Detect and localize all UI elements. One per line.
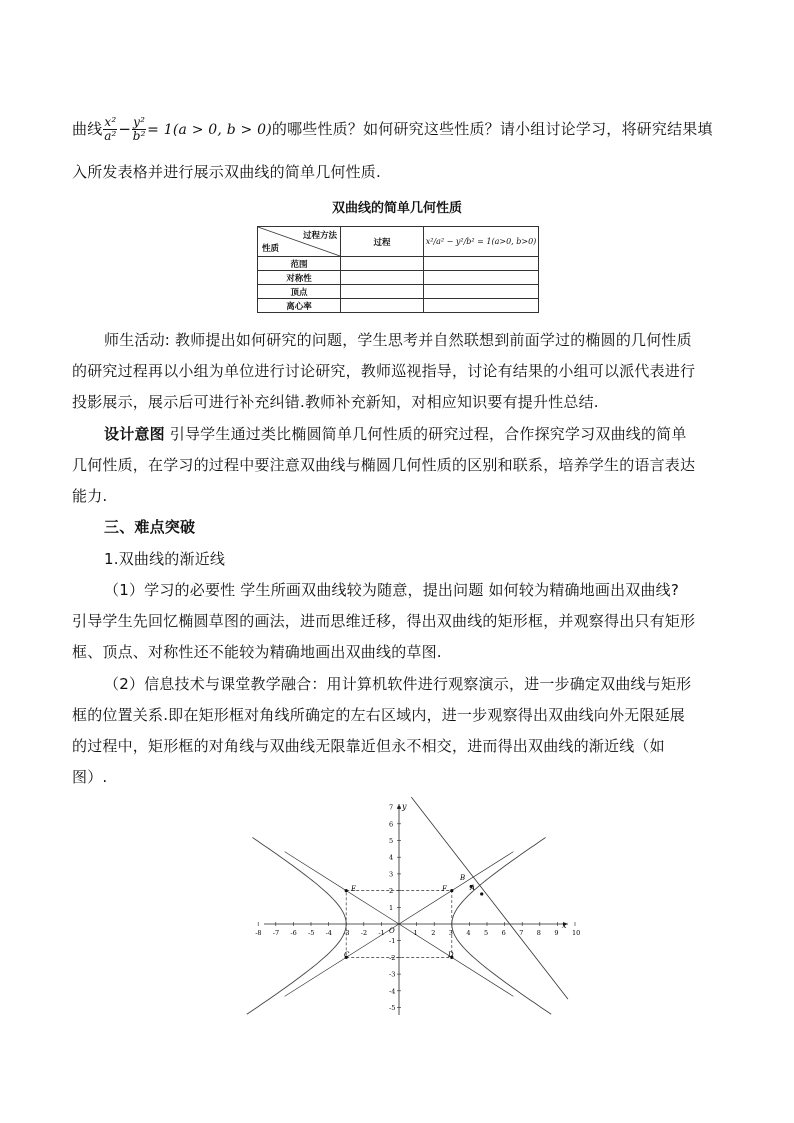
equation-rest: = 1(a > 0, b > 0) [147, 122, 272, 138]
x-tick-label: 4 [466, 929, 471, 937]
y-tick-label: -2 [389, 953, 396, 962]
hyperbola-graph [255, 802, 581, 1017]
row-label-symmetry: 对称性 [258, 271, 341, 285]
point-label-d: D [448, 951, 454, 959]
y-tick-label: 3 [389, 870, 394, 879]
x-tick-label: 9 [554, 929, 559, 937]
para3-line1-text: 引导学生通过类比椭圆简单几何性质的研究过程，合作探究学习双曲线的简单 [164, 425, 687, 443]
x-tick-label: -6 [290, 929, 297, 937]
x-tick-label: 7 [519, 929, 524, 937]
row-label-range: 范围 [258, 257, 341, 271]
origin-label: O [389, 927, 395, 935]
secant-line [411, 797, 568, 999]
x-tick-label: 5 [484, 929, 489, 937]
x-axis-label: x [562, 921, 567, 930]
table-cell [424, 271, 539, 285]
y-tick-label: -4 [389, 987, 396, 996]
x-tick-label: -1 [378, 929, 385, 937]
point-label-c: C [344, 951, 350, 959]
item1-line2: 引导学生先回忆椭圆草图的画法，进而思维迁移，得出双曲线的矩形框，并观察得出只有矩形 [72, 612, 696, 630]
point-label-e: E [351, 885, 357, 893]
point-label-a: A [470, 884, 476, 892]
design-intent-label: 设计意图 [104, 425, 165, 443]
table-cell [341, 285, 424, 299]
para1-line2: 入所发表格并进行展示双曲线的简单几何性质. [72, 163, 381, 181]
para1-line1 [72, 116, 713, 143]
properties-table [257, 226, 539, 313]
para1-prefix: 曲线 [72, 120, 103, 138]
frac-y-den: b² [132, 129, 146, 143]
row-label-eccentricity: 离心率 [258, 299, 341, 313]
y-tick-label: 4 [389, 853, 394, 862]
header-diag-top: 过程方法 [302, 231, 337, 241]
y-tick-label: -3 [389, 970, 396, 979]
para3-line1 [104, 427, 687, 442]
point-label-b: B [460, 874, 466, 882]
para2-line2: 的研究过程再以小组为单位进行讨论研究，教师巡视指导，讨论有结果的小组可以派代表进行 [72, 362, 696, 380]
y-tick-label: 1 [389, 903, 394, 912]
header-diag-bottom: 性质 [262, 244, 280, 254]
table-cell [424, 285, 539, 299]
table-cell [341, 257, 424, 271]
row-label-vertex: 顶点 [258, 285, 341, 299]
para3-line3: 能力. [72, 487, 108, 505]
y-tick-label: 2 [389, 887, 394, 896]
table-cell [341, 271, 424, 285]
x-tick-label: -4 [325, 929, 332, 937]
x-tick-label: -7 [272, 929, 280, 937]
y-tick-label: 7 [389, 803, 394, 812]
frac-y-num: y² [133, 115, 146, 129]
item1-line3: 框、顶点、对称性还不能较为精确地画出双曲线的草图. [72, 643, 442, 661]
point-label-f: F [442, 885, 447, 893]
frac-x-den: a² [104, 129, 117, 143]
subsection-heading: 1.双曲线的渐近线 [104, 550, 226, 568]
item2-line4: 图）. [72, 768, 108, 786]
y-tick-label: 6 [389, 820, 394, 829]
para3-line2: 几何性质，在学习的过程中要注意双曲线与椭圆几何性质的区别和联系，培养学生的语言表达 [72, 456, 696, 474]
x-tick-label: -3 [343, 929, 350, 937]
item2-line2: 框的位置关系.即在矩形框对角线所确定的左右区域内，进一步观察得出双曲线向外无限延展 [72, 706, 685, 724]
fraction-x [103, 116, 117, 143]
y-tick-label: -1 [389, 937, 396, 946]
frac-x-num: x² [104, 115, 117, 129]
table-cell [424, 257, 539, 271]
header-diagonal-cell [258, 227, 341, 257]
y-tick-label: 5 [389, 837, 394, 845]
para1-suffix: 的哪些性质？如何研究这些性质？请小组讨论学习，将研究结果填 [271, 120, 713, 138]
item2-line3: 的过程中，矩形框的对角线与双曲线无限靠近但永不相交，进而得出双曲线的渐近线（如 [72, 737, 665, 755]
table-cell [424, 299, 539, 313]
hyperbola-right-branch [452, 838, 551, 1015]
x-tick-label: 6 [501, 929, 506, 937]
point-a [480, 892, 483, 895]
x-tick-label: 2 [431, 929, 436, 937]
para2-line1: 师生活动: 教师提出如何研究的问题，学生思考并自然联想到前面学过的椭圆的几何性质 [104, 331, 692, 349]
header-process: 过程 [341, 227, 424, 257]
x-tick-label: 10 [572, 929, 581, 937]
section-heading: 三、难点突破 [104, 518, 196, 536]
header-equation: x²/a² − y²/b² = 1(a>0, b>0) [424, 227, 539, 257]
x-tick-label: 1 [413, 929, 418, 937]
point-f [450, 889, 453, 892]
hyperbola-left-branch [247, 838, 346, 1015]
minus-sign: − [118, 120, 132, 138]
fraction-y [132, 116, 146, 143]
table-cell [341, 299, 424, 313]
x-tick-label: -5 [308, 929, 315, 937]
point-e [345, 889, 348, 892]
x-tick-label: -2 [360, 929, 368, 937]
table-title: 双曲线的简单几何性质 [331, 201, 462, 216]
item1-line1: （1）学习的必要性 学生所画双曲线较为随意，提出问题 如何较为精确地画出双曲线? [104, 581, 680, 599]
x-tick-label: 3 [448, 929, 453, 937]
y-axis-label: y [402, 802, 407, 811]
y-axis-arrow [397, 804, 401, 809]
x-tick-label: -8 [255, 929, 262, 937]
para2-line3: 投影展示，展示后可进行补充纠错.教师补充新知，对相应知识要有提升性总结. [72, 393, 599, 411]
item2-line1: （2）信息技术与课堂教学融合：用计算机软件进行观察演示，进一步确定双曲线与矩形 [104, 675, 692, 693]
y-tick-label: -5 [389, 1004, 396, 1012]
x-tick-label: 8 [536, 929, 541, 937]
